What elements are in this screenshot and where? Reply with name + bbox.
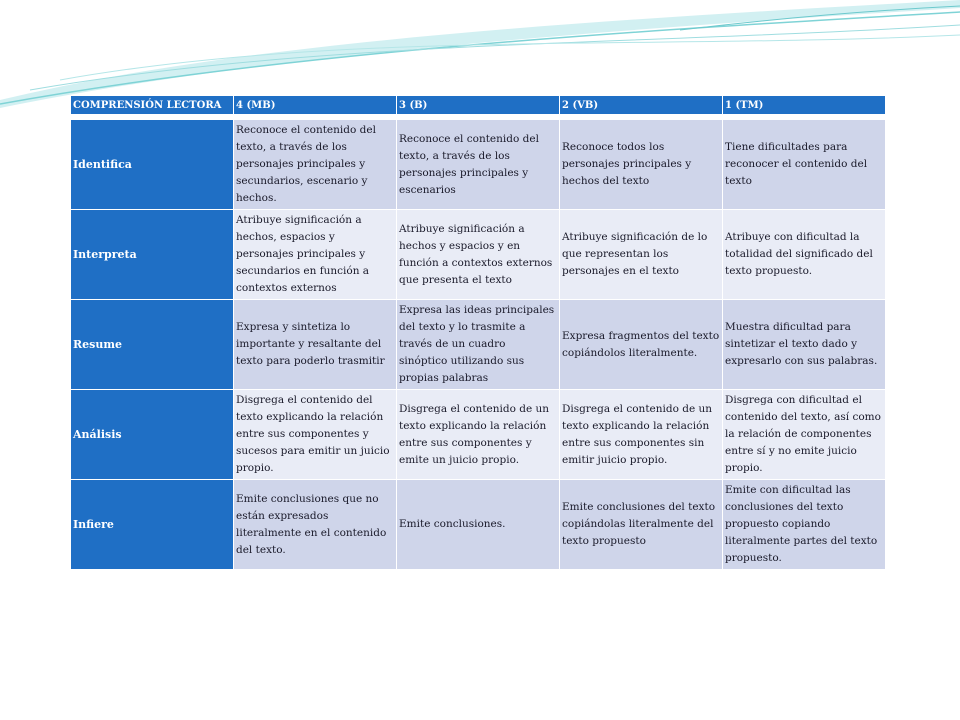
rubric-cell: Atribuye con dificultad la totalidad del significado del texto propuesto. [723, 210, 886, 300]
decorative-swoosh [0, 0, 960, 110]
table-row [71, 300, 886, 390]
rubric-cell: Reconoce el contenido del texto, a través de los personajes principales y secundarios, escenario y hechos. [234, 120, 397, 210]
header-level-3: 3 (B) [397, 96, 560, 115]
rubric-cell: Disgrega el contenido de un texto explicando la relación entre sus componentes sin emitir juicio propio. [560, 390, 723, 480]
row-label: Infiere [71, 480, 234, 570]
rubric-cell: Atribuye significación a hechos y espacios y en función a contextos externos que presenta el texto [397, 210, 560, 300]
rubric-cell: Disgrega el contenido de un texto explicando la relación entre sus componentes y emite un juicio propio. [397, 390, 560, 480]
table-row [71, 120, 886, 210]
rubric-cell: Expresa fragmentos del texto copiándolos literalmente. [560, 300, 723, 390]
rubric-cell: Disgrega con dificultad el contenido del texto, así como la relación de componentes entre sí y no emite juicio propio. [723, 390, 886, 480]
rubric-cell: Expresa las ideas principales del texto y lo trasmite a través de un cuadro sinóptico utilizando sus propias palabras [397, 300, 560, 390]
table-row [71, 480, 886, 570]
header-level-4: 4 (MB) [234, 96, 397, 115]
row-label: Análisis [71, 390, 234, 480]
rubric-cell: Expresa y sintetiza lo importante y resaltante del texto para poderlo trasmitir [234, 300, 397, 390]
header-criterion: COMPRENSIÓN LECTORA [71, 96, 234, 115]
rubric-cell: Muestra dificultad para sintetizar el texto dado y expresarlo con sus palabras. [723, 300, 886, 390]
row-label: Identifica [71, 120, 234, 210]
row-label: Resume [71, 300, 234, 390]
rubric-cell: Emite conclusiones. [397, 480, 560, 570]
header-level-1: 1 (TM) [723, 96, 886, 115]
table-row [71, 390, 886, 480]
rubric-cell: Emite conclusiones que no están expresados literalmente en el contenido del texto. [234, 480, 397, 570]
row-label: Interpreta [71, 210, 234, 300]
rubric-cell: Atribuye significación a hechos, espacios y personajes principales y secundarios en función a contextos externos [234, 210, 397, 300]
rubric-cell: Emite conclusiones del texto copiándolas literalmente del texto propuesto [560, 480, 723, 570]
rubric-cell: Tiene dificultades para reconocer el contenido del texto [723, 120, 886, 210]
table-row [71, 210, 886, 300]
header-level-2: 2 (VB) [560, 96, 723, 115]
rubric-header-row [71, 96, 886, 115]
rubric-cell: Emite con dificultad las conclusiones del texto propuesto copiando literalmente partes del texto propuesto. [723, 480, 886, 570]
rubric-cell: Disgrega el contenido del texto explicando la relación entre sus componentes y sucesos para emitir un juicio propio. [234, 390, 397, 480]
reading-comprehension-rubric [70, 95, 886, 570]
rubric-cell: Atribuye significación de lo que representan los personajes en el texto [560, 210, 723, 300]
rubric-cell: Reconoce el contenido del texto, a través de los personajes principales y escenarios [397, 120, 560, 210]
rubric-cell: Reconoce todos los personajes principales y hechos del texto [560, 120, 723, 210]
